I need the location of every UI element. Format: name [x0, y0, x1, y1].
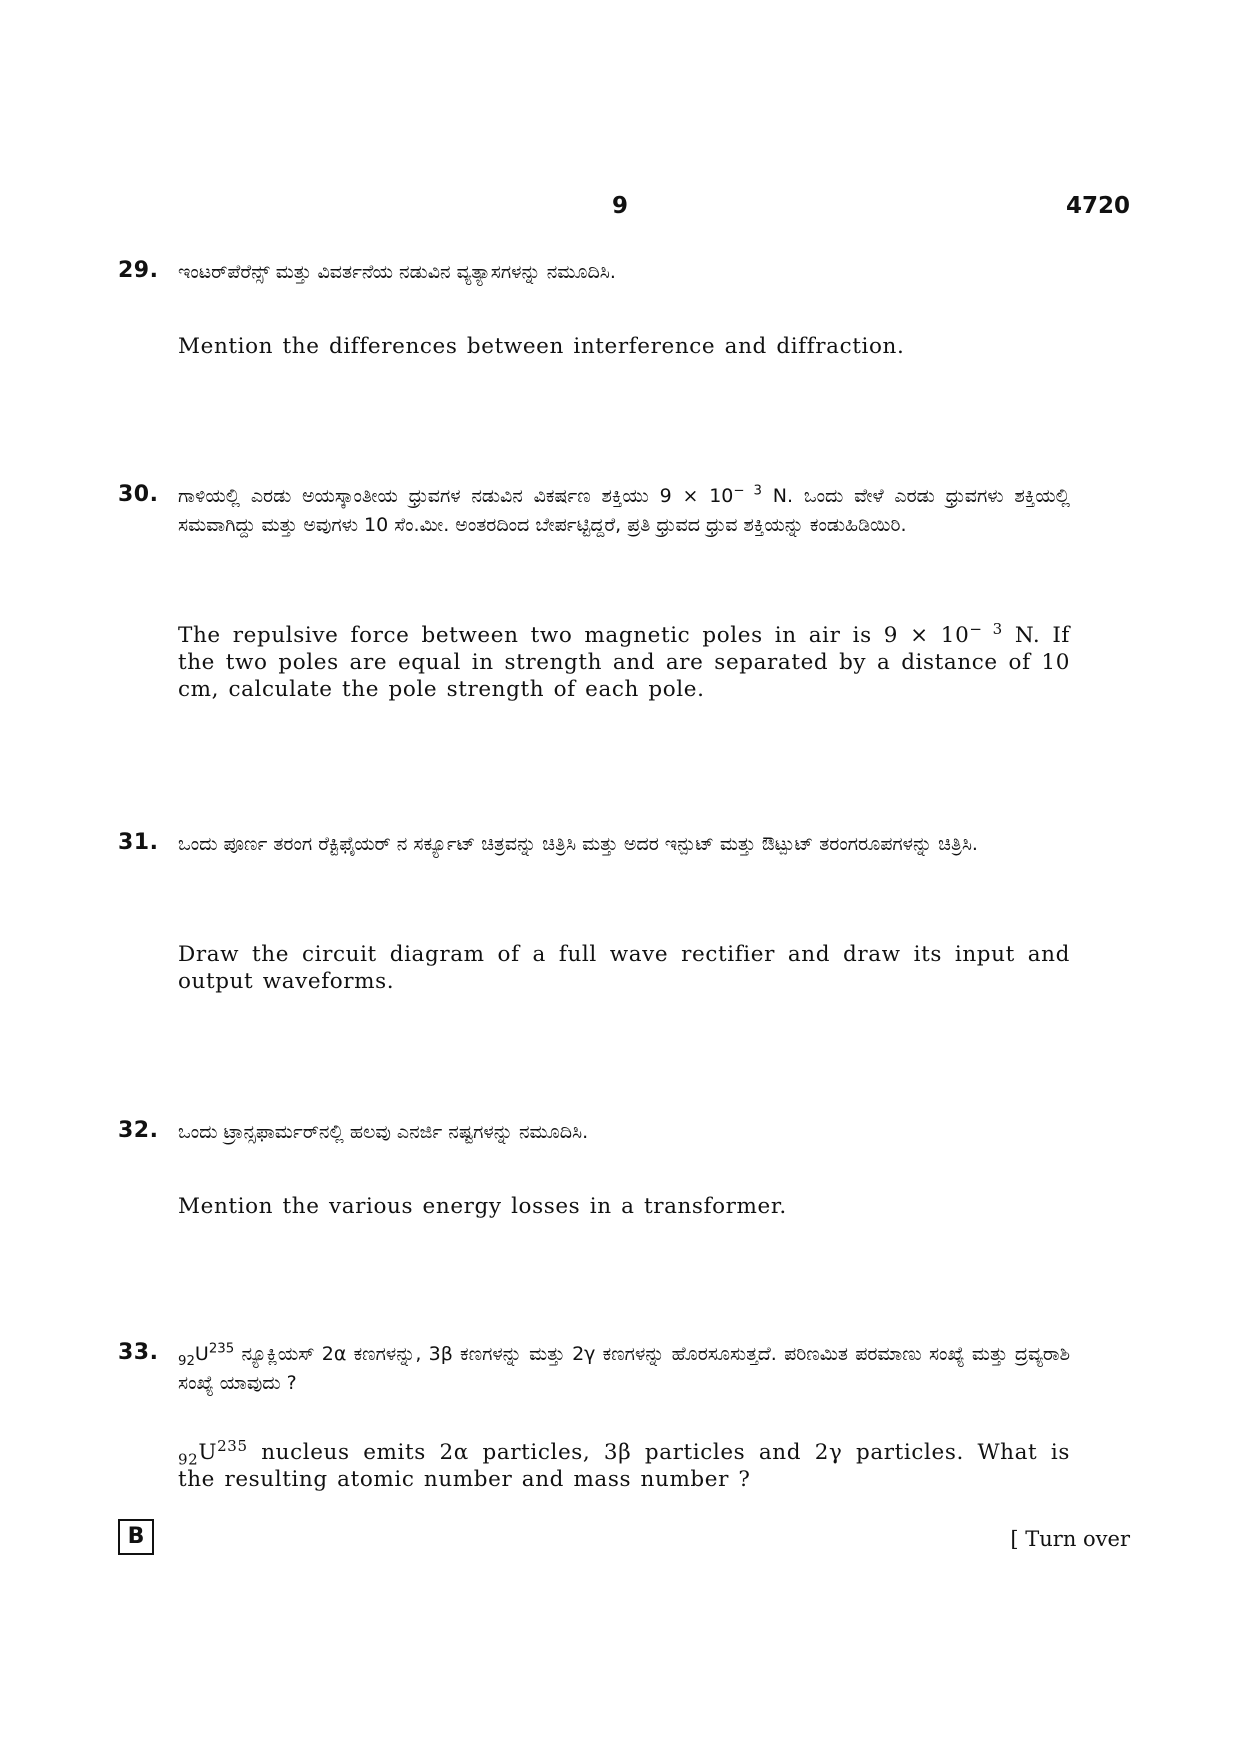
kannada-text-part: ನ್ಯೂಕ್ಲಿಯಸ್ 2α ಕಣಗಳನ್ನು, 3β ಕಣಗಳನ್ನು ಮತ್ತು 2γ ಕಣಗಳನ್ನು ಹೊರಸೂಸುತ್ತದೆ. ಪರಿಣಮಿತ ಪರಮಾಣು ಸಂಖ್ಯೆ ಮತ್ತು ದ್ರವ್ಯರಾಶಿ ಸಂಖ್ಯೆ ಯಾವುದು ? [178, 1343, 1071, 1394]
question-text-english [178, 1436, 1070, 1493]
question-text-english: Mention the various energy losses in a transformer. [178, 1194, 787, 1219]
question-text-kannada: ಒಂದು ಟ್ರಾನ್ಸಫಾರ್ಮರ್‌ನಲ್ಲಿ ಹಲವು ಎನರ್ಜಿ ನಷ್ಟಗಳನ್ನು ನಮೂದಿಸಿ. [178, 1121, 589, 1143]
question-text-english: Mention the differences between interference and diffraction. [178, 334, 905, 359]
question-text-kannada: ಒಂದು ಪೂರ್ಣ ತರಂಗ ರೆಕ್ಟಿಫೈಯರ್ ನ ಸರ್ಕ್ಯೂಟ್ ಚಿತ್ರವನ್ನು ಚಿತ್ರಿಸಿ ಮತ್ತು ಅದರ ಇನ್ಪುಟ್ ಮತ್ತು ಔಟ್ಪುಟ್ ತರಂಗರೂಪಗಳನ್ನು ಚಿತ್ರಿಸಿ. [178, 833, 978, 855]
nuclide-symbol: $_{92}U^{235}$ [178, 1436, 248, 1469]
question-number: 32. [118, 1118, 159, 1143]
question-number: 31. [118, 830, 159, 855]
question-text-english [178, 619, 1070, 703]
force-value: $9 \times 10^{- 3}$ [883, 619, 1003, 648]
question-number: 30. [118, 482, 159, 507]
question-number: 33. [118, 1340, 159, 1365]
question-number: 29. [118, 258, 159, 283]
page-number: 9 [611, 193, 628, 219]
question-text-english: Draw the circuit diagram of a full wave rectifier and draw its input and output waveforms. [178, 942, 1070, 994]
english-text-part: nucleus emits 2α particles, 3β particles and 2γ particles. What is the resulting atomic number and mass number ? [178, 1440, 1070, 1492]
english-text-part: N. If the two poles are equal in strength and are separated by a distance of 10 cm, calculate the pole strength of each pole. [178, 623, 1070, 702]
english-text-part: The repulsive force between two magnetic poles in air is [178, 623, 872, 648]
turn-over-note: [ Turn over [1010, 1527, 1130, 1551]
question-text-kannada: ಇಂಟರ್‌ಪೆರೆನ್ಸ್ ಮತ್ತು ವಿವರ್ತನೆಯ ನಡುವಿನ ವ್ಯತ್ಯಾಸಗಳನ್ನು ನಮೂದಿಸಿ. [178, 261, 616, 283]
question-text-kannada [178, 1340, 1070, 1398]
kannada-text-part: ಗಾಳಿಯಲ್ಲಿ ಎರಡು ಅಯಸ್ಕಾಂತೀಯ ಧ್ರುವಗಳ ನಡುವಿನ ವಿಕರ್ಷಣ ಶಕ್ತಿಯು [178, 485, 649, 507]
kannada-text-part: N. ಒಂದು ವೇಳೆ ಎರಡು ಧ್ರುವಗಳು ಶಕ್ತಿಯಲ್ಲಿ ಸಮವಾಗಿದ್ದು ಮತ್ತು ಅವುಗಳು 10 ಸೆಂ.ಮೀ. ಅಂತರದಿಂದ ಬೇರ್ಪಟ್ಟಿದ್ದರೆ, ಪ್ರತಿ ಧ್ರುವದ ಧ್ರುವ ಶಕ್ತಿಯನ್ನು ಕಂಡುಹಿಡಿಯಿರಿ. [178, 485, 1071, 536]
question-text-kannada [178, 482, 1070, 540]
version-box: B [118, 1519, 154, 1555]
paper-code: 4720 [1065, 193, 1130, 219]
force-value: $9 \times 10^{- 3}$ [659, 483, 762, 507]
nuclide-symbol: $_{92}U^{235}$ [178, 1341, 235, 1369]
